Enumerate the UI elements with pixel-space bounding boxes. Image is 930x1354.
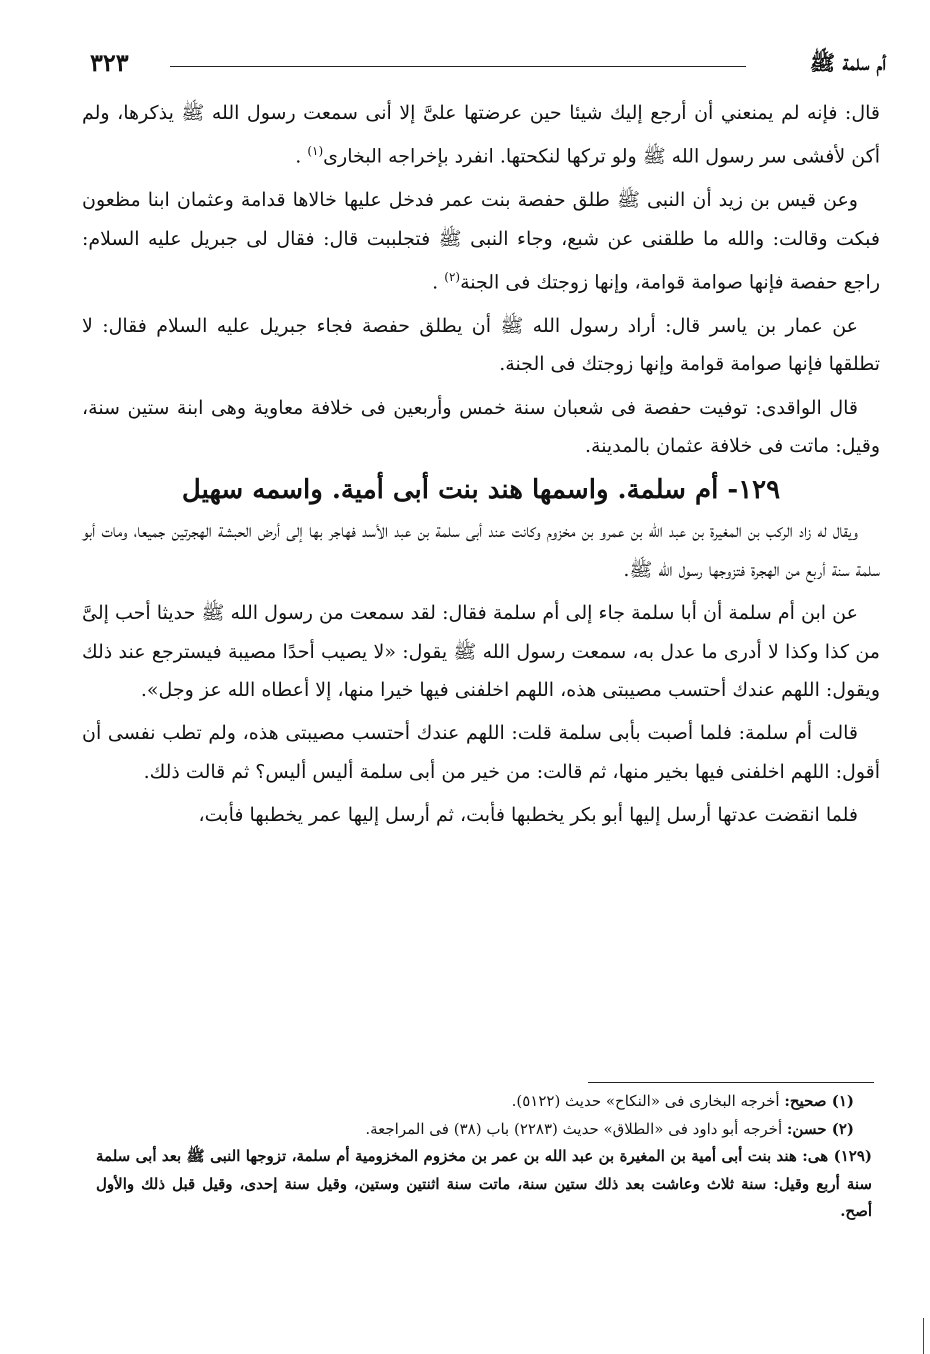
- paragraph: عن ابن أم سلمة أن أبا سلمة جاء إلى أم سلمة فقال: لقد سمعت من رسول الله ﷺ حديثا أحب إلىَّ من كذا وكذا لا أدرى ما عدل به، سمعت رسول الله ﷺ يقول: «لا يصيب أحدًا مصيبة فيسترجع عند ذلك ويقول: اللهم عندك أحتسب مصيبتى هذه، اللهم اخلفنى فيها خيرا منها، إلا أعطاه الله عز وجل».: [82, 602, 880, 701]
- footnote-ref: (١): [307, 144, 324, 159]
- page-number: ٣٢٣: [90, 48, 129, 77]
- footnote-label: (١) صحيح:: [784, 1092, 854, 1110]
- footnote-ref: (٢): [444, 269, 461, 284]
- footnote-label: (٢) حسن:: [786, 1119, 854, 1138]
- paragraph: عن عمار بن ياسر قال: أراد رسول الله ﷺ أن يطلق حفصة فجاء جبريل عليه السلام فقال: لا تطلقها فإنها صوامة قوامة وإنها زوجتك فى الجنة.: [82, 314, 880, 376]
- paragraph-text: وعن قيس بن زيد أن النبى ﷺ طلق حفصة بنت عمر فدخل عليها خالاها قدامة وعثمان ابنا مظعون فبكت وقالت: والله ما طلقنى عن شبع، وجاء النبى ﷺ فتجلببت قال: فقال لى جبريل عليه السلام: راجع حفصة فإنها صوامة قوامة، وإنها زوجتك فى الجنة: [82, 189, 880, 294]
- footnote-text: أخرجه أبو داود فى «الطلاق» حديث (٢٢٨٣) باب (٣٨) فى المراجعة.: [365, 1119, 783, 1138]
- paragraph-text: قال: فإنه لم يمنعني أن أرجع إليك شيئا حين عرضتها علىَّ إلا أنى سمعت رسول الله ﷺ يذكرها، ولم أكن لأفشى سر رسول الله ﷺ ولو تركها لنكحتها. انفرد بإخراجه البخارى: [82, 102, 880, 168]
- footnote: [96, 1088, 872, 1116]
- header-rule: [170, 66, 746, 67]
- footnote-text: أخرجه البخارى فى «النكاح» حديث (٥١٢٢).: [511, 1092, 780, 1110]
- margin-line: [923, 1318, 924, 1354]
- paragraph: ويقال له زاد الركب بن المغيرة بن عبد الله بن عمرو بن مخزوم وكانت عند أبى سلمة بن عبد الأسد فهاجر بها إلى أرض الحبشة الهجرتين جميعا، ومات أبو سلمة سنة أربع من الهجرة فتزوجها رسول الله ﷺ.: [82, 520, 880, 581]
- paragraph: قال الواقدى: توفيت حفصة فى شعبان سنة خمس وأربعين فى خلافة معاوية وهى ابنة ستين سنة، وقيل: ماتت فى خلافة عثمان بالمدينة.: [82, 396, 880, 457]
- footnote-rule: [588, 1082, 874, 1083]
- paragraph: قال: فإنه لم يمنعني أن أرجع إليك شيئا حين عرضتها علىَّ إلا أنى سمعت رسول الله ﷺ يذكرها، ولم أكن لأفشى سر رسول الله ﷺ ولو تركها لنكحتها. انفرد بإخراجه البخارى$^{(١)}$ .: [82, 102, 880, 168]
- running-header: [90, 46, 886, 86]
- paragraph: وعن قيس بن زيد أن النبى ﷺ طلق حفصة بنت عمر فدخل عليها خالاها قدامة وعثمان ابنا مظعون فبكت وقالت: والله ما طلقنى عن شبع، وجاء النبى ﷺ فتجلببت قال: فقال لى جبريل عليه السلام: راجع حفصة فإنها صوامة قوامة، وإنها زوجتك فى الجنة$^{(٢)}$ .: [82, 189, 880, 294]
- paragraph: قالت أم سلمة: فلما أصبت بأبى سلمة قلت: اللهم عندك أحتسب مصيبتى هذه، ولم تطب نفسى أن أقول: اللهم اخلفنى فيها بخير منها، ثم قالت: من خير من أبى سلمة أليس أليس؟ ثم قالت ذلك.: [82, 722, 880, 783]
- running-title: أم سلمة ﷺ: [809, 50, 886, 75]
- footnote: [96, 1116, 872, 1144]
- chapter-heading: ١٢٩- أم سلمة. واسمها هند بنت أبى أمية. واسمه سهيل: [181, 475, 781, 506]
- main-text: [82, 94, 880, 840]
- footnote-text: هند بنت أبى أمية بن المغيرة بن عبد الله بن عمر بن مخزوم المخزومية أم سلمة، تزوجها النبى ﷺ بعد أبى سلمة سنة أربع وقيل: سنة ثلاث وعاشت بعد ذلك ستين سنة، ماتت سنة اثنتين وستين، وقيل سنة إحدى، وقيل قبل ذلك والأول أصح.: [96, 1147, 872, 1220]
- footnotes: [96, 1088, 872, 1226]
- footnote: [96, 1143, 872, 1226]
- paragraph: فلما انقضت عدتها أرسل إليها أبو بكر يخطبها فأبت، ثم أرسل إليها عمر يخطبها فأبت،: [198, 804, 858, 827]
- footnote-label: (١٢٩) هى:: [802, 1147, 872, 1165]
